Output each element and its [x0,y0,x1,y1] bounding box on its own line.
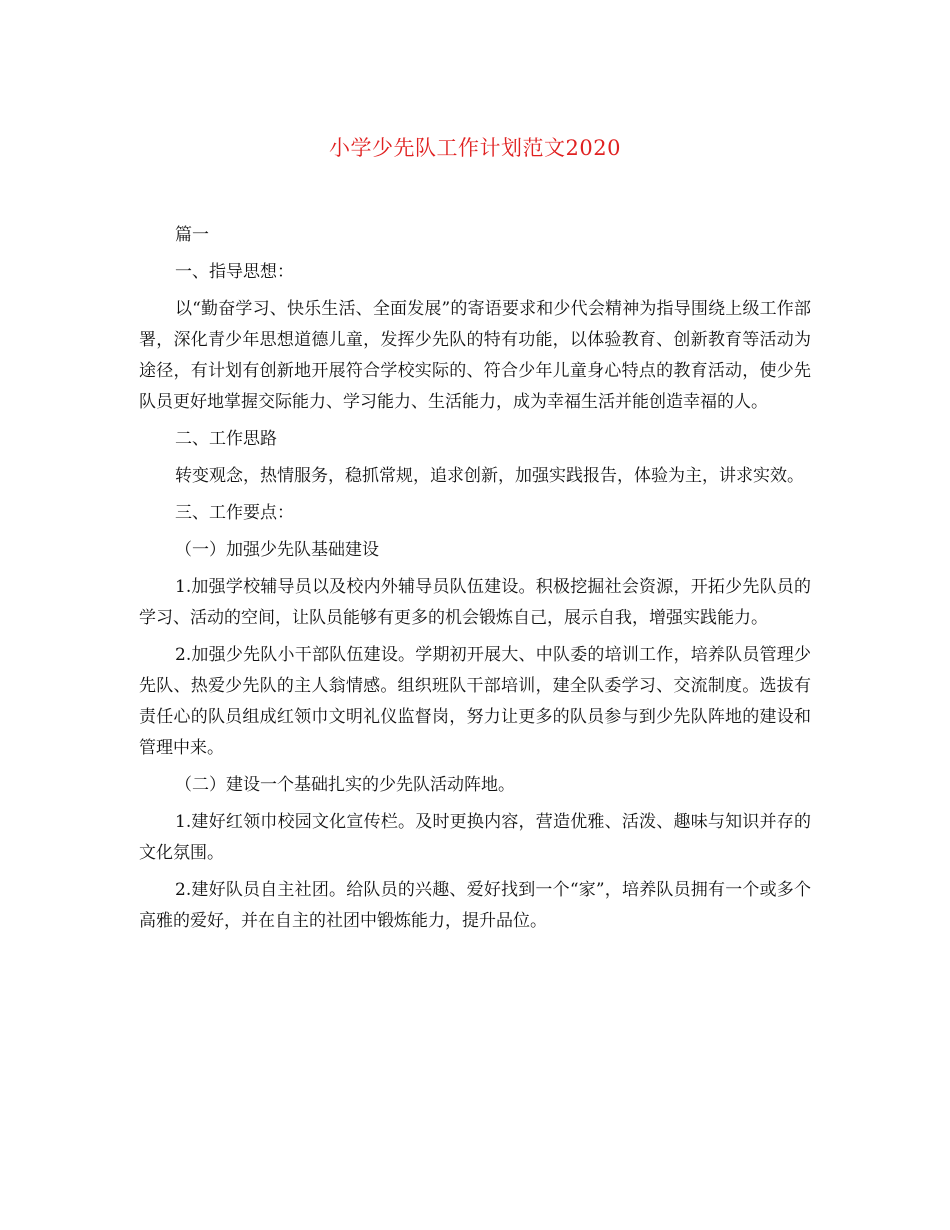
paragraph-item-2-cadres: 2.加强少先队小干部队伍建设。学期初开展大、中队委的培训工作，培养队员管理少先队、热爱少先队的主人翁情感。组织班队干部培训，建全队委学习、交流制度。选拔有责任心的队员组成红领巾文明礼仪监督岗，努力让更多的队员参与到少先队阵地的建设和管理中来。 [139,645,811,758]
heading-guiding-ideology: 一、指导思想： [175,262,294,282]
subheading-activity-base: （二）建设一个基础扎实的少先队活动阵地。 [175,775,515,795]
paragraph-item-1-counselors: 1.加强学校辅导员以及校内外辅导员队伍建设。积极挖掘社会资源，开拓少先队员的学习、活动的空间，让队员能够有更多的机会锻炼自己，展示自我，增强实践能力。 [139,577,811,628]
heading-work-approach: 二、工作思路 [175,429,277,449]
section-label-pian-yi: 篇一 [175,225,209,245]
paragraph-guiding-ideology: 以“勤奋学习、快乐生活、全面发展”的寄语要求和少代会精神为指导围绕上级工作部署，深化青少年思想道德儿童，发挥少先队的特有功能，以体验教育、创新教育等活动为途径，有计划有创新地开展符合学校实际的、符合少年儿童身心特点的教育活动，使少先队员更好地掌握交际能力、学习能力、生活能力，成为幸福生活并能创造幸福的人。 [139,299,811,412]
subheading-foundation: （一）加强少先队基础建设 [175,540,379,560]
heading-key-points: 三、工作要点： [175,503,294,523]
document-title: 小学少先队工作计划范文2020 [329,136,621,160]
paragraph-item-1-bulletin: 1.建好红领巾校园文化宣传栏。及时更换内容，营造优雅、活泼、趣味与知识并存的文化氛围。 [139,812,811,863]
document-body [139,220,811,943]
paragraph-work-approach: 转变观念，热情服务，稳抓常规，追求创新，加强实践报告，体验为主，讲求实效。 [175,466,804,486]
paragraph-item-2-clubs: 2.建好队员自主社团。给队员的兴趣、爱好找到一个“家”，培养队员拥有一个或多个高雅的爱好，并在自主的社团中锻炼能力，提升品位。 [139,880,811,931]
